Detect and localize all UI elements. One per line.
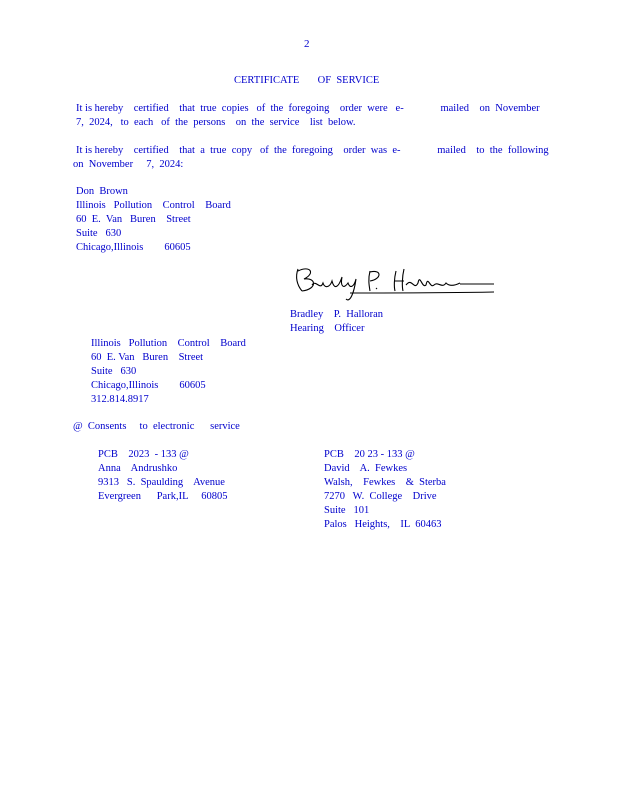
recipient-city: Chicago,Illinois 60605 (76, 242, 191, 253)
officer-city: Chicago,Illinois 60605 (91, 380, 206, 391)
paragraph-2-line-1: It is hereby certified that a true copy of the foregoing order was e- mailed to the following (76, 145, 549, 156)
page-title: CERTIFICATE OF SERVICE (234, 75, 380, 86)
handwritten-signature (290, 263, 500, 305)
page-number: 2 (304, 38, 310, 50)
signature-block (290, 308, 383, 336)
entry-city: Palos Heights, IL 60463 (324, 519, 442, 530)
entry-street: 7270 W. College Drive (324, 491, 437, 502)
service-list-entry (324, 448, 446, 532)
officer-org: Illinois Pollution Control Board (91, 338, 246, 349)
paragraph-1-line-2: 7, 2024, to each of the persons on the service list below. (76, 117, 356, 128)
officer-title: Hearing Officer (290, 323, 365, 334)
recipient-org: Illinois Pollution Control Board (76, 200, 231, 211)
service-paragraph-1 (76, 102, 540, 130)
entry-street: 9313 S. Spaulding Avenue (98, 477, 225, 488)
consent-note: @ Consents to electronic service (73, 421, 240, 432)
officer-name: Bradley P. Halloran (290, 309, 384, 320)
entry-case: PCB 2023 - 133 @ (98, 449, 189, 460)
officer-address (91, 337, 246, 407)
officer-street: 60 E. Van Buren Street (91, 352, 204, 363)
entry-city: Evergreen Park,IL 60805 (98, 491, 228, 502)
paragraph-1-line-1: It is hereby certified that true copies of the foregoing order were e- mailed on November (76, 103, 540, 114)
recipient-suite: Suite 630 (76, 228, 122, 239)
service-list-entry (98, 448, 227, 504)
recipient-name: Don Brown (76, 186, 128, 197)
entry-case: PCB 20 23 - 133 @ (324, 449, 415, 460)
entry-firm: Walsh, Fewkes & Sterba (324, 477, 446, 488)
service-paragraph-2 (73, 144, 549, 172)
entry-suite: Suite 101 (324, 505, 370, 516)
officer-phone: 312.814.8917 (91, 394, 149, 405)
paragraph-2-line-2: on November 7, 2024: (73, 159, 184, 170)
recipient-address (76, 185, 231, 255)
officer-suite: Suite 630 (91, 366, 137, 377)
entry-name: David A. Fewkes (324, 463, 408, 474)
entry-name: Anna Andrushko (98, 463, 178, 474)
recipient-street: 60 E. Van Buren Street (76, 214, 191, 225)
